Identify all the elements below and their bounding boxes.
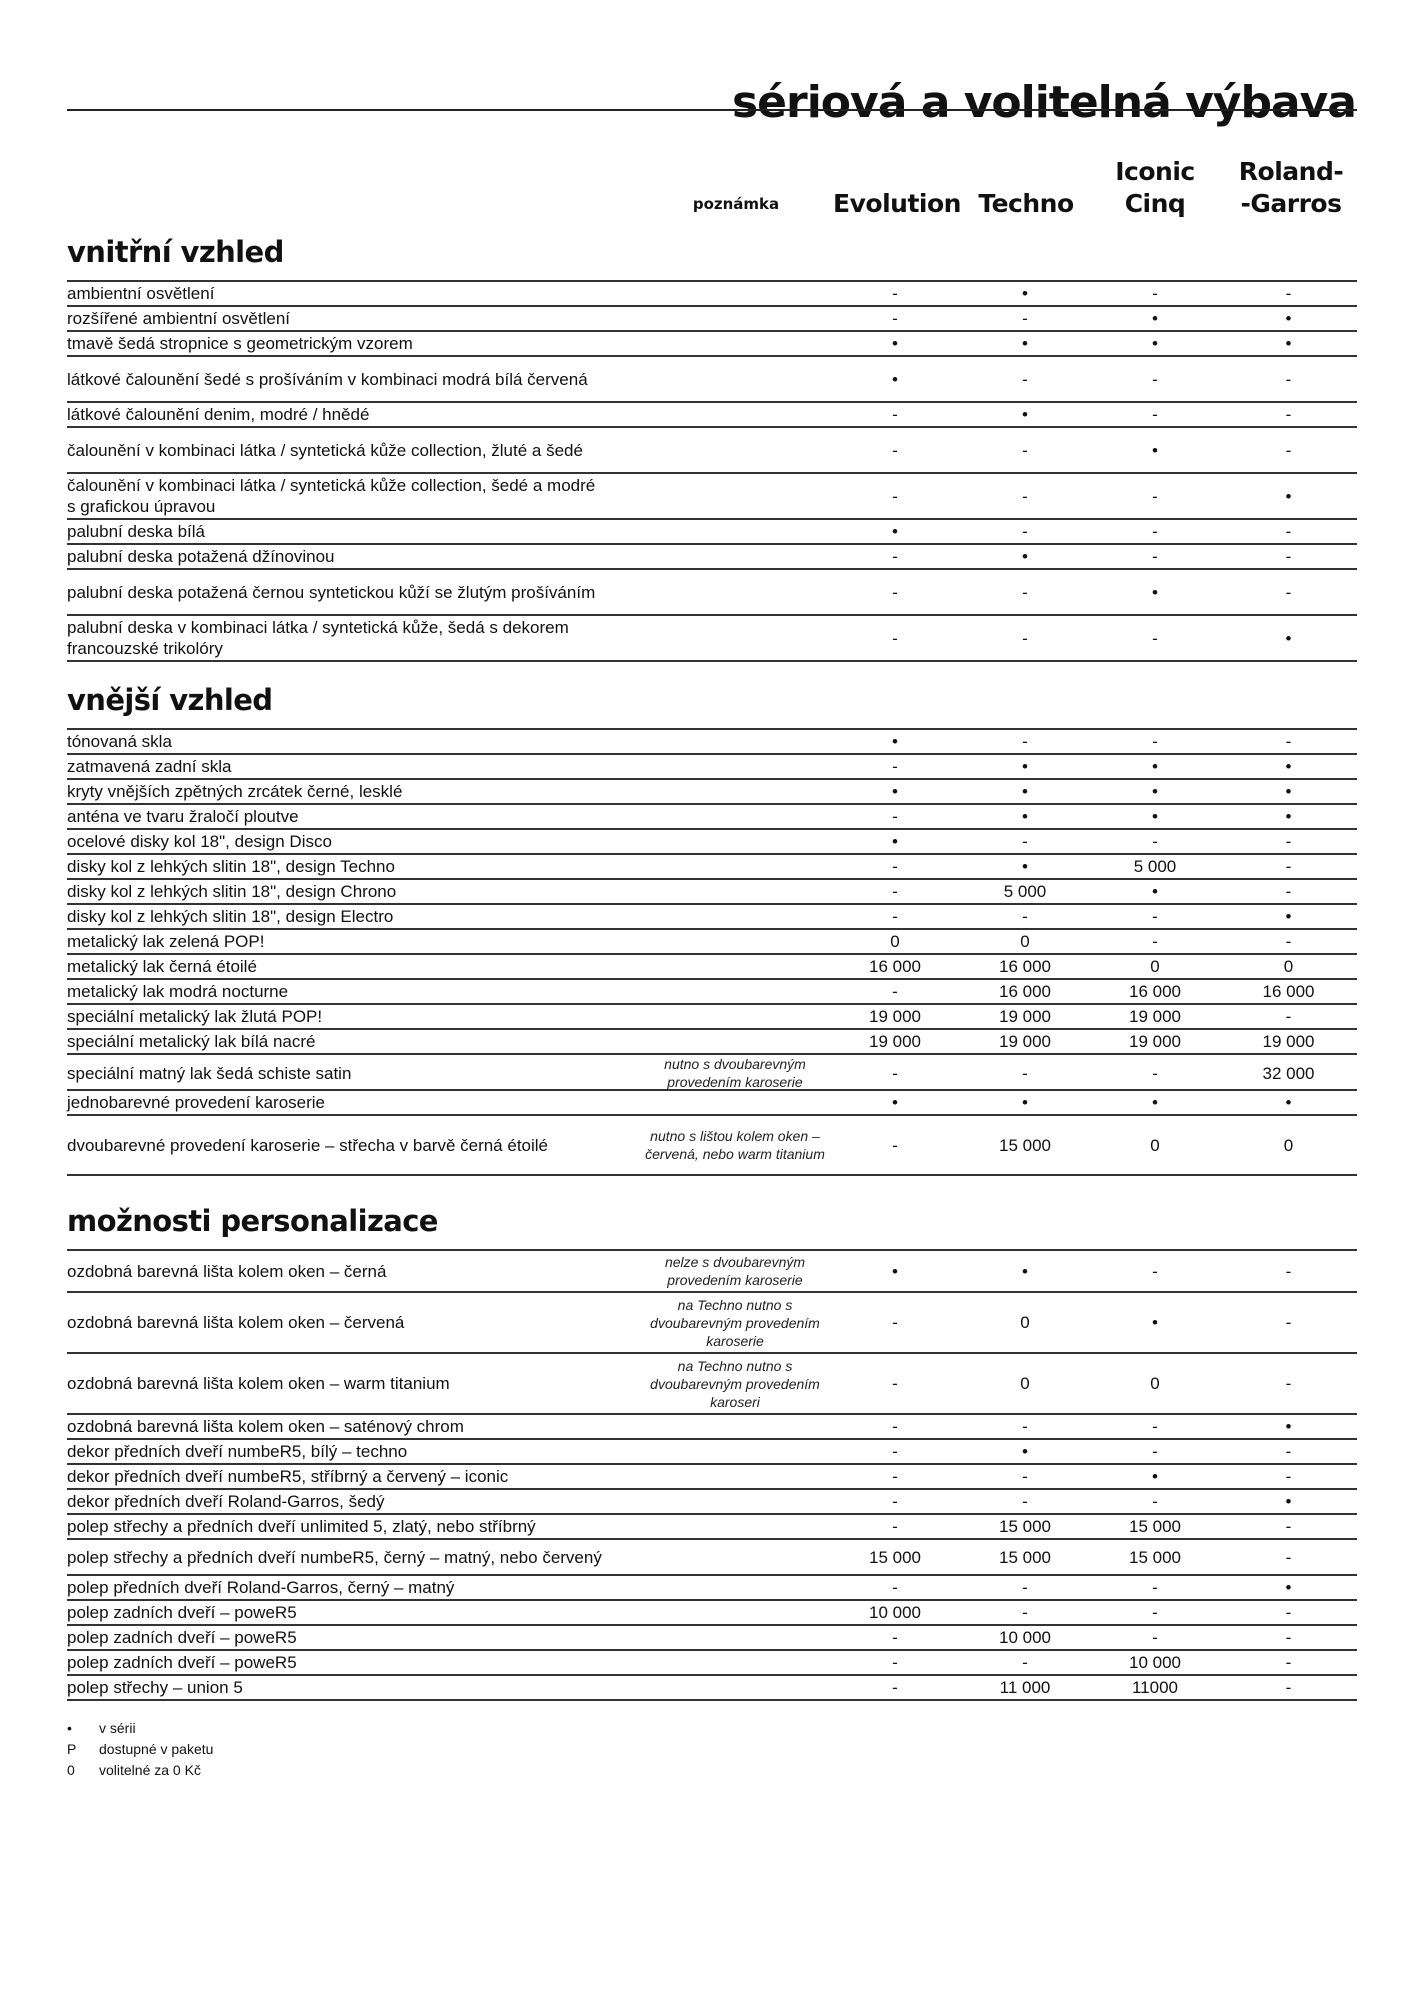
table-row	[67, 955, 1357, 980]
value-techno: 15 000	[999, 1517, 1051, 1536]
row-label: metalický lak černá étoilé	[67, 957, 257, 976]
value-roland-garros: -	[1285, 369, 1292, 389]
row-label: dekor předních dveří numbeR5, bílý – techno	[67, 1442, 408, 1461]
value-iconic-cinq: •	[1152, 309, 1158, 328]
row-label: speciální metalický lak žlutá POP!	[67, 1007, 323, 1026]
row-label: polep zadních dveří – poweR5	[67, 1603, 297, 1622]
row-label: ozdobná barevná lišta kolem oken – warm titanium	[67, 1374, 450, 1393]
value-techno: -	[1022, 309, 1028, 328]
row-label: polep zadních dveří – poweR5	[67, 1628, 297, 1647]
legend-item	[67, 1739, 213, 1760]
row-label: dekor předních dveří numbeR5, stříbrný a červený – iconic	[67, 1467, 509, 1486]
value-roland-garros: -	[1285, 284, 1292, 303]
table-row	[67, 1415, 1357, 1440]
value-techno: 0	[1020, 1374, 1030, 1393]
value-iconic-cinq: -	[1152, 1603, 1158, 1622]
value-techno: •	[1022, 405, 1028, 424]
value-iconic-cinq: •	[1152, 782, 1158, 801]
column-header-roland-garros-line2: -Garros	[1240, 189, 1342, 218]
row-note: na Techno nutno s dvoubarevným provedením karoserie	[650, 1296, 820, 1349]
value-roland-garros: 19 000	[1262, 1032, 1315, 1051]
table-row	[67, 1091, 1357, 1116]
value-evolution: -	[892, 1678, 898, 1697]
row-label: jednobarevné provedení karoserie	[67, 1093, 326, 1112]
value-techno: 10 000	[999, 1628, 1051, 1647]
table-row	[67, 1030, 1357, 1055]
value-techno: -	[1022, 1063, 1028, 1083]
value-evolution: -	[892, 807, 898, 826]
value-roland-garros: -	[1285, 1517, 1292, 1536]
row-label: ozdobná barevná lišta kolem oken – saténový chrom	[67, 1417, 464, 1436]
value-iconic-cinq: 5 000	[1133, 857, 1177, 876]
row-label: látkové čalounění denim, modré / hnědé	[67, 405, 370, 424]
value-evolution: -	[892, 1442, 898, 1461]
value-evolution: -	[892, 1517, 898, 1536]
value-iconic-cinq: 15 000	[1129, 1517, 1181, 1536]
equipment-table	[67, 280, 1357, 662]
legend-text: dostupné v paketu	[99, 1741, 214, 1757]
value-iconic-cinq: -	[1152, 1442, 1158, 1461]
value-evolution: -	[892, 547, 898, 566]
value-techno: -	[1022, 369, 1028, 389]
value-roland-garros: •	[1285, 1492, 1292, 1511]
value-roland-garros: •	[1285, 309, 1292, 328]
row-label: ocelové disky kol 18", design Disco	[67, 832, 332, 851]
value-iconic-cinq: 0	[1150, 1135, 1160, 1155]
value-evolution: -	[892, 486, 898, 506]
value-evolution: -	[892, 1374, 898, 1393]
value-iconic-cinq: -	[1152, 1578, 1158, 1597]
value-techno: •	[1022, 757, 1028, 776]
table-row	[67, 1293, 1357, 1354]
table-row	[67, 1251, 1357, 1293]
value-evolution: -	[892, 1135, 898, 1155]
value-roland-garros: -	[1285, 932, 1292, 951]
value-iconic-cinq: -	[1152, 405, 1158, 424]
value-iconic-cinq: 19 000	[1129, 1007, 1181, 1026]
value-roland-garros: 16 000	[1262, 982, 1315, 1001]
column-header-iconic-line1: Iconic	[1115, 157, 1195, 186]
table-row	[67, 730, 1357, 755]
value-iconic-cinq: -	[1152, 1417, 1158, 1436]
row-label: ozdobná barevná lišta kolem oken – černá	[67, 1261, 387, 1281]
value-techno: 19 000	[999, 1032, 1051, 1051]
value-evolution: -	[892, 309, 898, 328]
equipment-table	[67, 1249, 1357, 1701]
value-techno: -	[1022, 486, 1028, 506]
value-iconic-cinq: •	[1152, 334, 1158, 353]
legend-symbol-standard: •	[67, 1720, 72, 1736]
row-label: anténa ve tvaru žraločí ploutve	[67, 807, 299, 826]
value-evolution: •	[892, 782, 898, 801]
value-techno: -	[1022, 582, 1028, 602]
value-evolution: -	[892, 857, 898, 876]
value-evolution: -	[892, 1578, 898, 1597]
value-evolution: -	[892, 628, 898, 648]
row-label: polep předních dveří Roland-Garros, černý – matný	[67, 1578, 455, 1597]
table-row	[67, 805, 1357, 830]
column-header-roland-garros-line1: Roland-	[1238, 157, 1344, 186]
table-row	[67, 520, 1357, 545]
row-note: na Techno nutno s dvoubarevným provedením karoseri	[650, 1357, 820, 1410]
row-label: speciální matný lak šedá schiste satin	[67, 1063, 352, 1083]
table-row	[67, 905, 1357, 930]
value-roland-garros: •	[1285, 334, 1292, 353]
value-iconic-cinq: -	[1152, 832, 1158, 851]
value-roland-garros: -	[1285, 1467, 1292, 1486]
value-techno: -	[1022, 832, 1028, 851]
value-evolution: -	[892, 1492, 898, 1511]
value-techno: •	[1022, 1261, 1028, 1281]
value-techno: •	[1022, 857, 1028, 876]
table-row	[67, 1055, 1357, 1091]
table-row	[67, 980, 1357, 1005]
legend-symbol-package: P	[67, 1741, 77, 1757]
row-label: metalický lak modrá nocturne	[67, 982, 289, 1001]
table-row	[67, 545, 1357, 570]
row-label: rozšířené ambientní osvětlení	[67, 309, 291, 328]
equipment-table	[67, 728, 1357, 1176]
value-evolution: -	[892, 757, 898, 776]
value-techno: 5 000	[1003, 882, 1047, 901]
value-evolution: 16 000	[869, 957, 921, 976]
value-techno: -	[1022, 522, 1028, 541]
value-techno: •	[1022, 547, 1028, 566]
table-row	[67, 616, 1357, 662]
value-techno: -	[1022, 1467, 1028, 1486]
table-row	[67, 474, 1357, 520]
title-divider	[67, 109, 1357, 111]
legend-item	[67, 1760, 213, 1781]
value-roland-garros: -	[1285, 882, 1292, 901]
value-roland-garros: 32 000	[1262, 1063, 1315, 1083]
value-iconic-cinq: •	[1152, 1093, 1158, 1112]
column-header-evolution: Evolution	[833, 189, 961, 218]
value-techno: •	[1022, 782, 1028, 801]
value-roland-garros: -	[1285, 547, 1292, 566]
value-roland-garros: -	[1285, 1628, 1292, 1647]
value-evolution: -	[892, 1313, 898, 1332]
value-iconic-cinq: -	[1152, 907, 1158, 926]
row-label: tónovaná skla	[67, 732, 172, 751]
value-evolution: •	[892, 732, 898, 751]
table-row	[67, 428, 1357, 474]
section-personalization	[67, 1204, 1357, 1701]
value-iconic-cinq: 10 000	[1129, 1653, 1181, 1672]
value-evolution: -	[892, 284, 898, 303]
table-row	[67, 570, 1357, 616]
table-row	[67, 332, 1357, 357]
value-roland-garros: •	[1285, 1578, 1292, 1597]
row-note: nutno s lištou kolem oken – červená, nebo warm titanium	[645, 1128, 825, 1162]
value-evolution: -	[892, 882, 898, 901]
value-roland-garros: •	[1285, 807, 1292, 826]
value-techno: •	[1022, 334, 1028, 353]
value-iconic-cinq: •	[1152, 440, 1158, 460]
value-iconic-cinq: 19 000	[1129, 1032, 1181, 1051]
table-row	[67, 1651, 1357, 1676]
table-row	[67, 755, 1357, 780]
table-row	[67, 830, 1357, 855]
value-iconic-cinq: •	[1152, 1467, 1158, 1486]
value-iconic-cinq: •	[1152, 757, 1158, 776]
value-techno: -	[1022, 440, 1028, 460]
value-roland-garros: -	[1285, 405, 1292, 424]
value-evolution: -	[892, 1653, 898, 1672]
value-evolution: •	[892, 1093, 898, 1112]
value-roland-garros: •	[1285, 628, 1292, 648]
value-evolution: •	[892, 369, 898, 389]
value-iconic-cinq: -	[1152, 486, 1158, 506]
column-headers	[67, 150, 1357, 220]
value-techno: -	[1022, 732, 1028, 751]
value-roland-garros: -	[1285, 582, 1292, 602]
value-evolution: -	[892, 440, 898, 460]
legend-item	[67, 1718, 213, 1739]
value-iconic-cinq: •	[1152, 807, 1158, 826]
row-label: palubní deska v kombinaci látka / syntetická kůže, šedá s dekorem francouzské trikolóry	[67, 618, 569, 658]
row-label: tmavě šedá stropnice s geometrickým vzorem	[67, 334, 413, 353]
value-roland-garros: -	[1285, 522, 1292, 541]
value-roland-garros: -	[1285, 1603, 1292, 1622]
value-roland-garros: -	[1285, 857, 1292, 876]
legend	[67, 1718, 213, 1781]
row-label: zatmavená zadní skla	[67, 757, 232, 776]
value-roland-garros: -	[1285, 1313, 1292, 1332]
value-evolution: 19 000	[869, 1032, 921, 1051]
value-iconic-cinq: -	[1152, 547, 1158, 566]
row-label: palubní deska potažená černou syntetickou kůží se žlutým prošíváním	[67, 582, 596, 602]
row-label: kryty vnějších zpětných zrcátek černé, lesklé	[67, 782, 403, 801]
row-label: ambientní osvětlení	[67, 284, 215, 303]
value-iconic-cinq: •	[1152, 582, 1158, 602]
table-row	[67, 880, 1357, 905]
section-title: vnitřní vzhled	[67, 235, 284, 269]
value-roland-garros: 0	[1283, 1135, 1294, 1155]
value-techno: 15 000	[999, 1135, 1051, 1155]
value-roland-garros: •	[1285, 486, 1292, 506]
value-evolution: 19 000	[869, 1007, 921, 1026]
table-row	[67, 930, 1357, 955]
value-iconic-cinq: -	[1152, 1261, 1158, 1281]
section-title: vnější vzhled	[67, 683, 273, 717]
value-iconic-cinq: •	[1152, 882, 1158, 901]
row-label: dvoubarevné provedení karoserie – střecha v barvě černá étoilé	[67, 1135, 549, 1155]
table-row	[67, 1626, 1357, 1651]
value-iconic-cinq: -	[1152, 932, 1158, 951]
value-roland-garros: -	[1285, 732, 1292, 751]
table-row	[67, 1440, 1357, 1465]
value-roland-garros: -	[1285, 1007, 1292, 1026]
value-evolution: -	[892, 1063, 898, 1083]
table-row	[67, 1490, 1357, 1515]
column-header-iconic-line2: Cinq	[1124, 189, 1186, 218]
page-title: sériová a volitelná výbava	[731, 77, 1356, 129]
value-roland-garros: •	[1285, 782, 1292, 801]
value-iconic-cinq: -	[1152, 1492, 1158, 1511]
table-row	[67, 1540, 1357, 1576]
value-evolution: 10 000	[869, 1603, 921, 1622]
row-label: čalounění v kombinaci látka / syntetická kůže collection, šedé a modré s grafickou úpravou	[67, 476, 596, 516]
table-row	[67, 1116, 1357, 1176]
value-evolution: -	[892, 1628, 898, 1647]
value-techno: -	[1022, 1417, 1028, 1436]
value-iconic-cinq: -	[1152, 1628, 1158, 1647]
value-roland-garros: -	[1285, 1678, 1292, 1697]
table-row	[67, 1676, 1357, 1701]
row-label: polep střechy a předních dveří unlimited 5, zlatý, nebo stříbrný	[67, 1517, 536, 1536]
table-row	[67, 357, 1357, 403]
value-roland-garros: •	[1285, 907, 1292, 926]
row-label: polep zadních dveří – poweR5	[67, 1653, 297, 1672]
row-label: polep střechy a předních dveří numbeR5, černý – matný, nebo červený	[67, 1547, 602, 1567]
value-evolution: •	[892, 522, 898, 541]
legend-text: v sérii	[99, 1720, 136, 1736]
table-row	[67, 780, 1357, 805]
value-roland-garros: •	[1285, 1093, 1292, 1112]
value-roland-garros: -	[1285, 1442, 1292, 1461]
column-header-techno: Techno	[978, 189, 1074, 218]
value-techno: 16 000	[999, 982, 1051, 1001]
row-label: palubní deska bílá	[67, 522, 205, 541]
value-techno: •	[1022, 807, 1028, 826]
row-note: nutno s dvoubarevným provedením karoserie	[664, 1056, 806, 1090]
table-row	[67, 1601, 1357, 1626]
value-roland-garros: 0	[1283, 957, 1294, 976]
row-note: nelze s dvoubarevným provedením karoserie	[664, 1254, 806, 1288]
table-row	[67, 1515, 1357, 1540]
value-techno: 15 000	[999, 1547, 1051, 1567]
legend-symbol-free-option: 0	[67, 1762, 75, 1778]
value-iconic-cinq: -	[1152, 628, 1158, 648]
table-row	[67, 1005, 1357, 1030]
row-label: polep střechy – union 5	[67, 1678, 243, 1697]
value-techno: 0	[1020, 932, 1030, 951]
table-row	[67, 855, 1357, 880]
value-evolution: -	[892, 582, 898, 602]
value-techno: -	[1022, 907, 1028, 926]
value-roland-garros: -	[1285, 1547, 1292, 1567]
table-row	[67, 1576, 1357, 1601]
section-exterior	[67, 683, 1357, 1176]
value-techno: •	[1022, 284, 1028, 303]
value-roland-garros: •	[1285, 1417, 1292, 1436]
value-evolution: -	[892, 907, 898, 926]
value-techno: -	[1022, 628, 1028, 648]
value-iconic-cinq: 15 000	[1129, 1547, 1181, 1567]
value-evolution: -	[892, 982, 898, 1001]
row-label: disky kol z lehkých slitin 18", design Electro	[67, 907, 394, 926]
row-label: čalounění v kombinaci látka / syntetická kůže collection, žluté a šedé	[67, 440, 583, 460]
value-iconic-cinq: 16 000	[1129, 982, 1181, 1001]
value-roland-garros: -	[1285, 1374, 1292, 1393]
table-row	[67, 1465, 1357, 1490]
row-label: disky kol z lehkých slitin 18", design Chrono	[67, 882, 397, 901]
value-iconic-cinq: -	[1152, 369, 1158, 389]
value-evolution: -	[892, 1467, 898, 1486]
value-evolution: •	[892, 334, 898, 353]
value-techno: -	[1022, 1653, 1028, 1672]
value-iconic-cinq: -	[1152, 732, 1158, 751]
value-techno: -	[1022, 1578, 1028, 1597]
value-evolution: 0	[890, 932, 900, 951]
value-techno: 0	[1020, 1313, 1030, 1332]
row-label: dekor předních dveří Roland-Garros, šedý	[67, 1492, 385, 1511]
value-iconic-cinq: 0	[1150, 957, 1160, 976]
value-iconic-cinq: -	[1152, 522, 1158, 541]
row-label: ozdobná barevná lišta kolem oken – červená	[67, 1313, 405, 1332]
column-header-note: poznámka	[692, 195, 780, 213]
row-label: palubní deska potažená džínovinou	[67, 547, 335, 566]
value-techno: •	[1022, 1093, 1028, 1112]
section-interior	[67, 235, 1357, 662]
row-label: metalický lak zelená POP!	[67, 932, 265, 951]
value-roland-garros: -	[1285, 1261, 1292, 1281]
section-title: možnosti personalizace	[67, 1204, 438, 1238]
value-techno: -	[1022, 1492, 1028, 1511]
value-techno: 16 000	[999, 957, 1051, 976]
legend-text: volitelné za 0 Kč	[99, 1762, 201, 1778]
value-iconic-cinq: -	[1152, 1063, 1158, 1083]
table-row	[67, 282, 1357, 307]
value-iconic-cinq: 0	[1150, 1374, 1160, 1393]
value-iconic-cinq: •	[1152, 1313, 1158, 1332]
value-evolution: 15 000	[869, 1547, 921, 1567]
value-techno: -	[1022, 1603, 1028, 1622]
value-roland-garros: -	[1285, 440, 1292, 460]
table-row	[67, 307, 1357, 332]
value-evolution: •	[892, 1261, 898, 1281]
value-roland-garros: -	[1285, 1653, 1292, 1672]
value-roland-garros: •	[1285, 757, 1292, 776]
value-iconic-cinq: -	[1152, 284, 1158, 303]
row-label: disky kol z lehkých slitin 18", design Techno	[67, 857, 395, 876]
table-row	[67, 403, 1357, 428]
value-iconic-cinq: 11000	[1131, 1678, 1178, 1697]
value-techno: 19 000	[999, 1007, 1051, 1026]
value-evolution: •	[892, 832, 898, 851]
value-evolution: -	[892, 1417, 898, 1436]
row-label: speciální metalický lak bílá nacré	[67, 1032, 316, 1051]
value-techno: 11 000	[999, 1678, 1051, 1697]
value-techno: •	[1022, 1442, 1028, 1461]
value-roland-garros: -	[1285, 832, 1292, 851]
table-row	[67, 1354, 1357, 1415]
row-label: látkové čalounění šedé s prošíváním v kombinaci modrá bílá červená	[67, 369, 588, 389]
value-evolution: -	[892, 405, 898, 424]
